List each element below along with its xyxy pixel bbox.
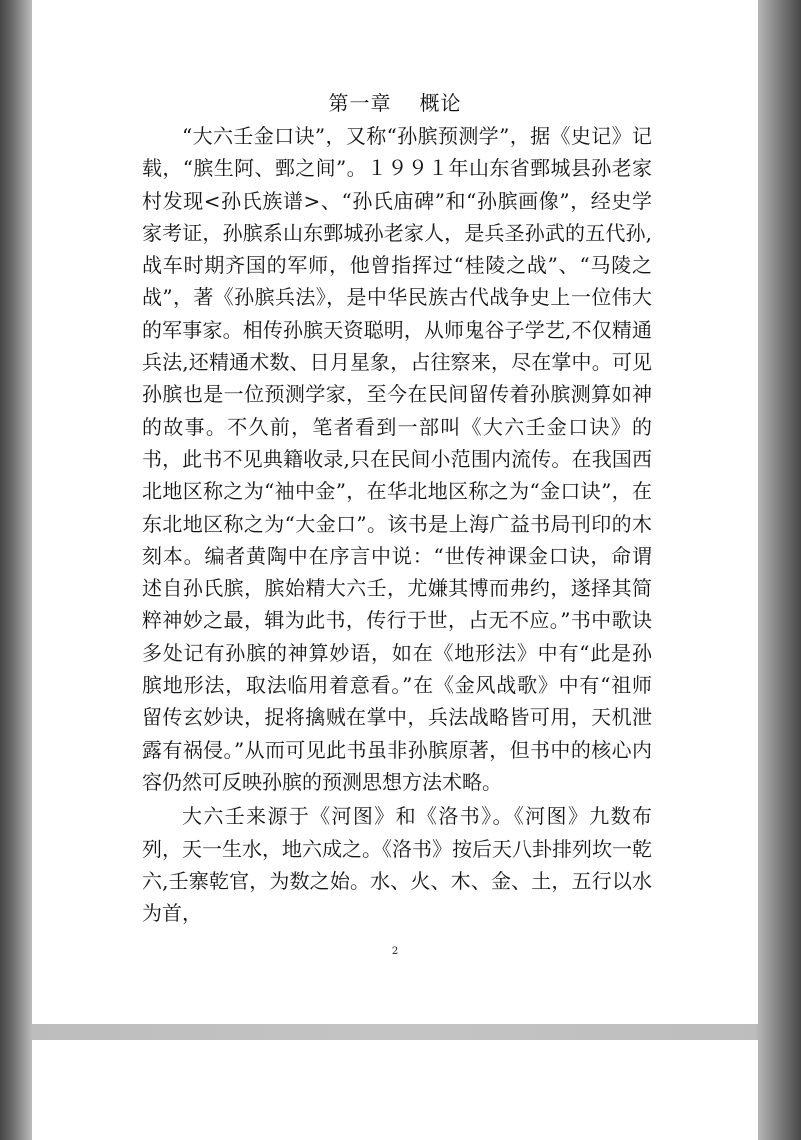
- document-page: [32, 0, 758, 1024]
- body-text: [142, 120, 652, 931]
- chapter-heading: [32, 88, 758, 118]
- paragraph: 大六壬来源于《河图》和《洛书》。《河图》九数布列，天一生水，地六成之。《洛书》按后天八卦排列坎一乾六,壬寨乾官，为数之始。水、火、木、金、土，五行以水为首，: [142, 804, 652, 926]
- chapter-name: 概论: [419, 91, 462, 115]
- next-page: [32, 1040, 758, 1140]
- paragraph: “大六壬金口诀”，又称“孙膑预测学”，据《史记》记载，“膑生阿、鄄之间”。１９９１年山东省鄄城县孙老家村发现<孙氏族谱>、“孙氏庙碑”和“孙膑画像”，经史学家考证，孙膑系山东鄄城孙老家人，是兵圣孙武的五代孙,战车时期齐国的军师，他曾指挥过“桂陵之战”、“马陵之战”，著《孙膑兵法》，是中华民族古代战争史上一位伟大的军事家。相传孙膑天资聪明，从师鬼谷子学艺,不仅精通兵法,还精通术数、日月星象，占往察来，尽在掌中。可见孙膑也是一位预测学家，至今在民间留传着孙膑测算如神的故事。不久前，笔者看到一部叫《大六壬金口诀》的书，此书不见典籍收录,只在民间小范围内流传。在我国西北地区称之为“袖中金”，在华北地区称之为“金口诀”，在东北地区称之为“大金口”。该书是上海广益书局刊印的木刻本。编者黄陶中在序言中说：“世传神课金口诀，命谓述自孙氏膑，膑始精大六壬，尤嫌其博而弗约，遂择其简粹神妙之最，辑为此书，传行于世，占无不应。”书中歌诀多处记有孙膑的神算妙语，如在《地形法》中有“此是孙膑地形法，取法临用着意看。”在《金风战歌》中有“祖师留传玄妙诀，捉将擒贼在掌中，兵法战略皆可用，天机泄露有祸侵。”从而可见此书虽非孙膑原著，但书中的核心内容仍然可反映孙膑的预测思想方法术略。: [142, 124, 652, 794]
- page-number: 2: [391, 946, 399, 957]
- chapter-number: 第一章: [328, 91, 392, 115]
